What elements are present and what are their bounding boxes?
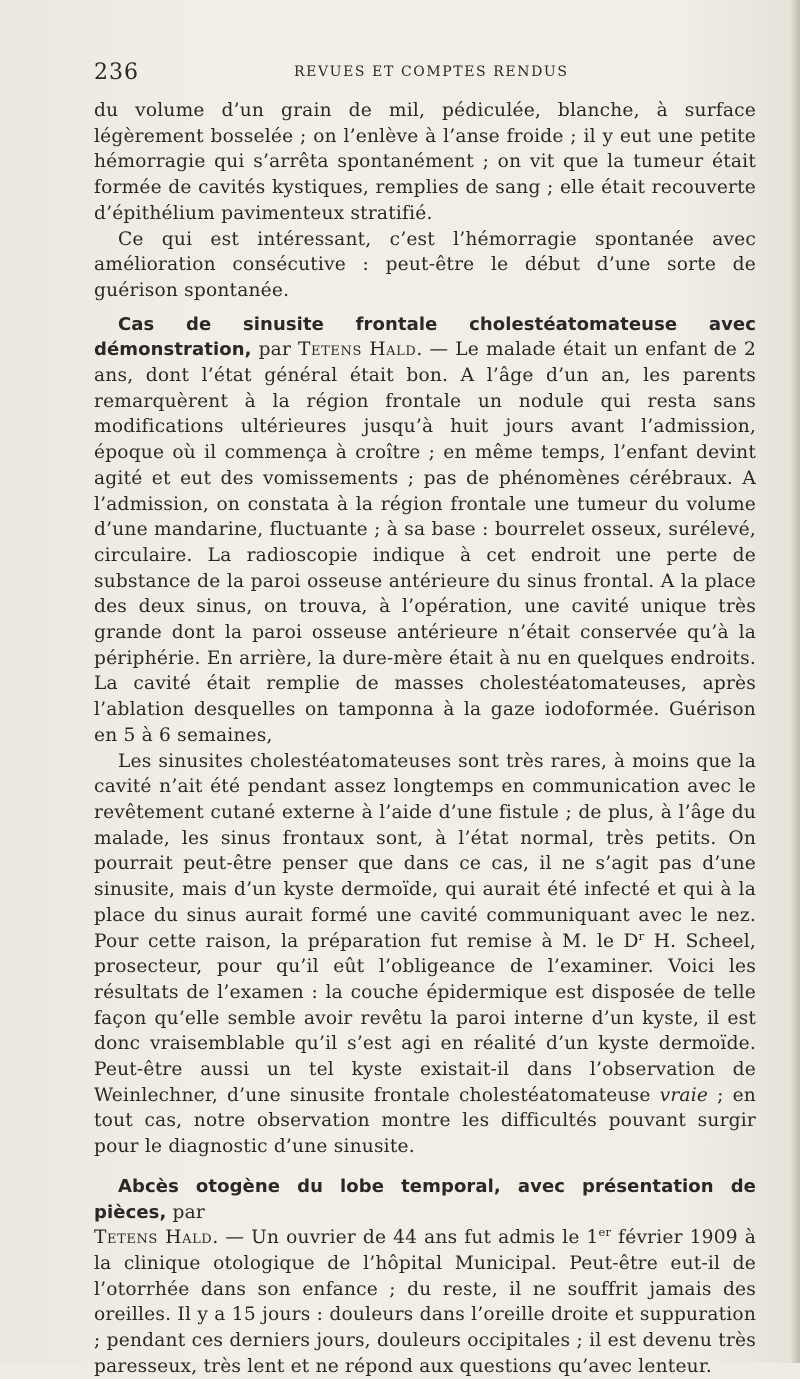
- section-by: par: [172, 1201, 206, 1223]
- text-run: Les sinusites cholestéatomateuses sont très rares, à moins que la cavité n’ait été pendant assez longtemps en communication avec le revêtement cutané externe à l’aide d’une fistule ; de plus, à l’âge du malade, les sinus frontaux sont, à l’état normal, très petits. On pourrait peut-être penser que dans ce cas, il ne s’agit pas d’une sinusite, mais d’un kyste dermoïde, qui aurait été infecté et qui à la place du sinus aurait formé une cavité communiquant avec le nez. Pour cette raison, la préparation fut remise à M. le D: [94, 750, 756, 952]
- section-title-sinusite: Cas de sinusite frontale cholestéatomateuse avec démonstration,: [94, 313, 756, 361]
- page-edge-shadow: [790, 0, 800, 1363]
- section-text: février 1909 à la clinique otologique de l’hôpital Municipal. Peut-être eut-il de l’otorrhée dans son enfance ; du reste, il ne souffrit jamais des oreilles. Il y a 15 jours : douleurs dans l’oreille droite et suppuration ; pendant ces derniers jours, douleurs occipitales ; il est devenu très paresseux, très lent et ne répond aux questions qu’avec lenteur.: [94, 1227, 756, 1377]
- section-by: par: [258, 339, 292, 361]
- paragraph-comment: Ce qui est intéressant, c’est l’hémorragie spontanée avec amélioration consécutive : peut-être le début d’une sorte de guérison spontanée.: [94, 228, 756, 301]
- page-number: 236: [94, 60, 139, 85]
- paragraph-discussion: [94, 749, 756, 1160]
- running-title: REVUES ET COMPTES RENDUS: [294, 64, 569, 80]
- text-body: [94, 98, 756, 1379]
- superscript: r: [638, 928, 645, 943]
- text-run: ; en tout cas, notre observation montre les difficultés pouvant surgir pour le diagnostic d’une sinusite.: [94, 1084, 756, 1158]
- section-abces: [94, 1174, 756, 1379]
- italic-word: vraie: [659, 1084, 709, 1106]
- superscript: er: [598, 1225, 612, 1240]
- paragraph-continuation: du volume d’un grain de mil, pédiculée, blanche, à surface légèrement bosselée ; on l’enlève à l’anse froide ; il y eut une petite hémorragie qui s’arrêta spontanément ; on vit que la tumeur était formée de cavités kystiques, remplies de sang ; elle était recouverte d’épithélium pavimenteux stratifié.: [94, 100, 756, 224]
- section-sinusite: [94, 312, 756, 749]
- section-title-abces: Abcès otogène du lobe temporal, avec présentation de pièces,: [94, 1175, 756, 1223]
- section-text: . — Le malade était un enfant de 2 ans, dont l’état général était bon. A l’âge d’un an, les parents remarquèrent à la région frontale un nodule qui resta sans modifications ultérieures jusqu’à huit jours avant l’admission, époque où il commença à croître ; en même temps, l’enfant devint agité et eut des vomissements ; pas de phénomènes cérébraux. A l’admission, on constata à la région frontale une tumeur du volume d’une mandarine, fluctuante ; à sa base : bourrelet osseux, surélevé, circulaire. La radioscopie indique à cet endroit une perte de substance de la paroi osseuse antérieure du sinus frontal. A la place des deux sinus, on trouva, à l’opération, une cavité unique très grande dont la paroi osseuse antérieure n’était conservée qu’à la périphérie. En arrière, la dure-mère était à nu en quelques endroits. La cavité était remplie de masses cholestéatomateuses, après l’ablation desquelles on tamponna à la gaze iodoformée. Guérison en 5 à 6 semaines,: [94, 339, 756, 746]
- author-name: Tetens Hald: [94, 1227, 213, 1249]
- section-text: . — Un ouvrier de 44 ans fut admis le 1: [212, 1227, 599, 1249]
- page-header: [94, 60, 754, 92]
- author-name: Tetens Hald: [298, 339, 417, 361]
- text-run: H. Scheel, prosecteur, pour qu’il eût l’obligeance de l’examiner. Voici les résultats de l’examen : la couche épidermique est disposée de telle façon qu’elle semble avoir revêtu la paroi interne d’un kyste, il est donc vraisemblable qu’il s’est agi en réalité d’un kyste dermoïde. Peut-être aussi un tel kyste existait-il dans l’observation de Weinlechner, d’une sinusite frontale cholestéatomateuse: [94, 930, 756, 1106]
